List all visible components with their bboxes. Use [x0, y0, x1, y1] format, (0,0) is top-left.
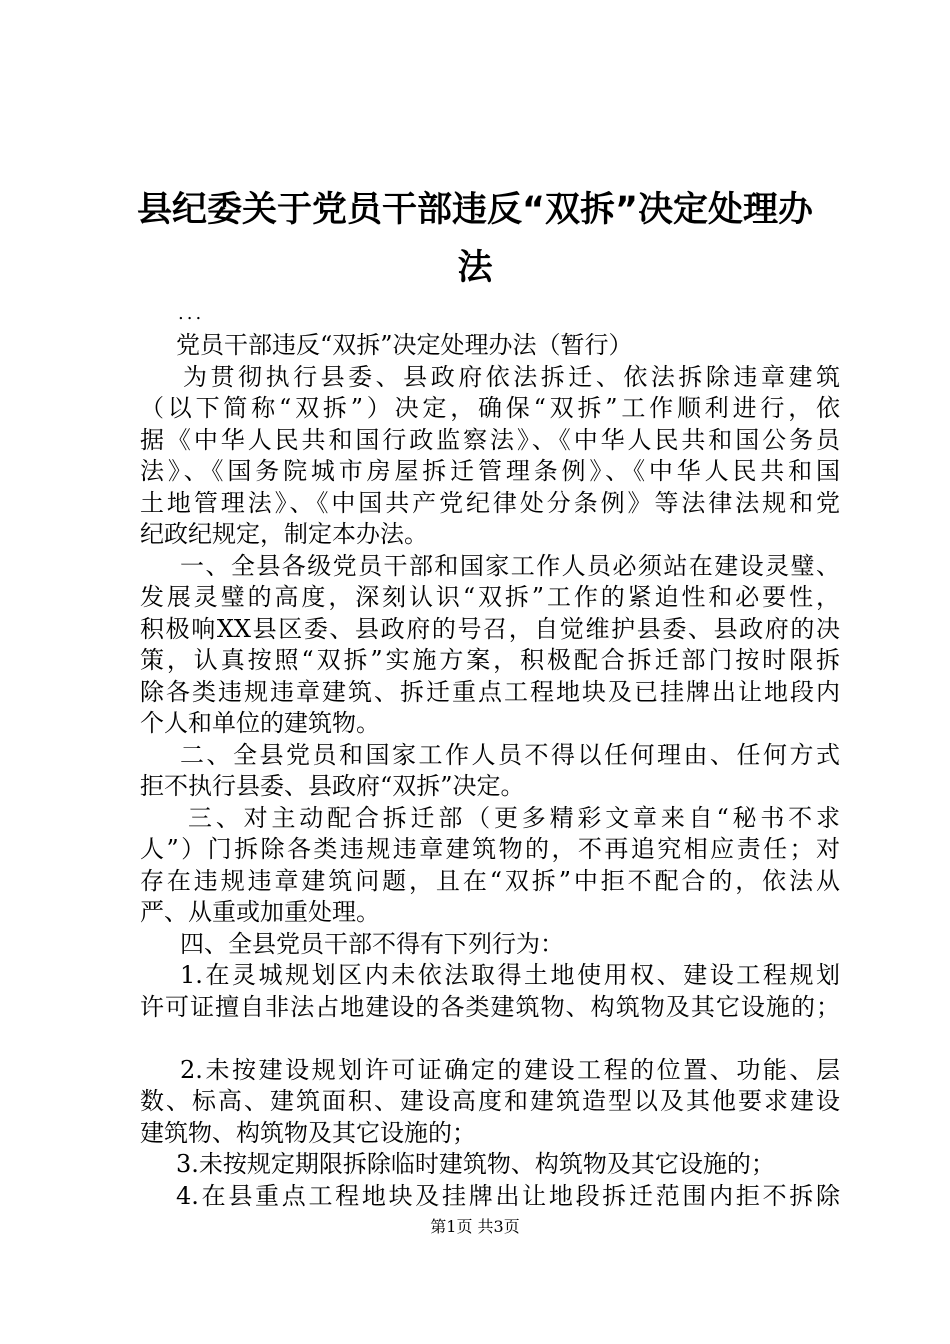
paragraph-line: （以下简称“双拆”）决定，确保“双拆”工作顺利进行，依	[140, 394, 840, 422]
paragraph-line: 存在违规违章建筑问题，且在“双拆”中拒不配合的，依法从	[140, 866, 840, 895]
paragraph-line: 严、从重或加重处理。	[140, 898, 380, 926]
paragraph-line: 为贯彻执行县委、县政府依法拆迁、依法拆除违章建筑	[183, 362, 840, 391]
paragraph-line: 个人和单位的建筑物。	[140, 709, 380, 737]
paragraph-line: 发展灵璧的高度，深刻认识“双拆”工作的紧迫性和必要性，	[140, 583, 840, 611]
paragraph-line: 拒不执行县委、县政府“双拆”决定。	[140, 772, 525, 800]
paragraph-line: 法》、《国务院城市房屋拆迁管理条例》、《中华人民共和国	[140, 457, 840, 485]
paragraph-line: 三、对主动配合拆迁部（更多精彩文章来自“秘书不求	[188, 803, 840, 832]
document-title-line-2: 法	[457, 248, 493, 288]
ellipsis-marker: ...	[178, 303, 205, 324]
paragraph-line: 纪政纪规定，制定本办法。	[140, 520, 428, 548]
paragraph-line: 数、标高、建筑面积、建设高度和建筑造型以及其他要求建设	[140, 1087, 840, 1115]
paragraph-line: 四、全县党员干部不得有下列行为：	[180, 929, 564, 958]
document-body	[140, 298, 840, 1212]
document-title-line-1: 县纪委关于党员干部违反“双拆”决定处理办	[136, 190, 813, 230]
paragraph-line: 二、全县党员和国家工作人员不得以任何理由、任何方式	[180, 740, 840, 769]
paragraph-line: 除各类违规违章建筑、拆迁重点工程地块及已挂牌出让地段内	[140, 677, 840, 706]
paragraph-line: 积极响XX县区委、县政府的号召，自觉维护县委、县政府的决	[140, 614, 840, 643]
paragraph-line: 建筑物、构筑物及其它设施的；	[140, 1118, 476, 1147]
paragraph-line: 2.未按建设规划许可证确定的建设工程的位置、功能、层	[180, 1055, 840, 1084]
paragraph-line: 3.未按规定期限拆除临时建筑物、构筑物及其它设施的；	[176, 1150, 775, 1178]
paragraph-line: 土地管理法》、《中国共产党纪律处分条例》等法律法规和党	[140, 488, 840, 517]
blank-line	[140, 1023, 840, 1055]
paragraph-line: 人”）门拆除各类违规违章建筑物的，不再追究相应责任；对	[140, 835, 840, 863]
paragraph-line: 一、全县各级党员干部和国家工作人员必须站在建设灵璧、	[180, 551, 840, 580]
subtitle-line: 党员干部违反“双拆”决定处理办法（暂行）	[176, 331, 633, 359]
paragraph-line: 策，认真按照“双拆”实施方案，积极配合拆迁部门按时限拆	[140, 646, 840, 674]
paragraph-line: 4.在县重点工程地块及挂牌出让地段拆迁范围内拒不拆除	[176, 1181, 840, 1210]
paragraph-line: 1.在灵城规划区内未依法取得土地使用权、建设工程规划	[180, 961, 840, 989]
page-footer: 第1页 共3页	[430, 1217, 520, 1236]
paragraph-line: 许可证擅自非法占地建设的各类建筑物、构筑物及其它设施的；	[140, 992, 840, 1021]
paragraph-line: 据《中华人民共和国行政监察法》、《中华人民共和国公务员	[140, 425, 840, 454]
